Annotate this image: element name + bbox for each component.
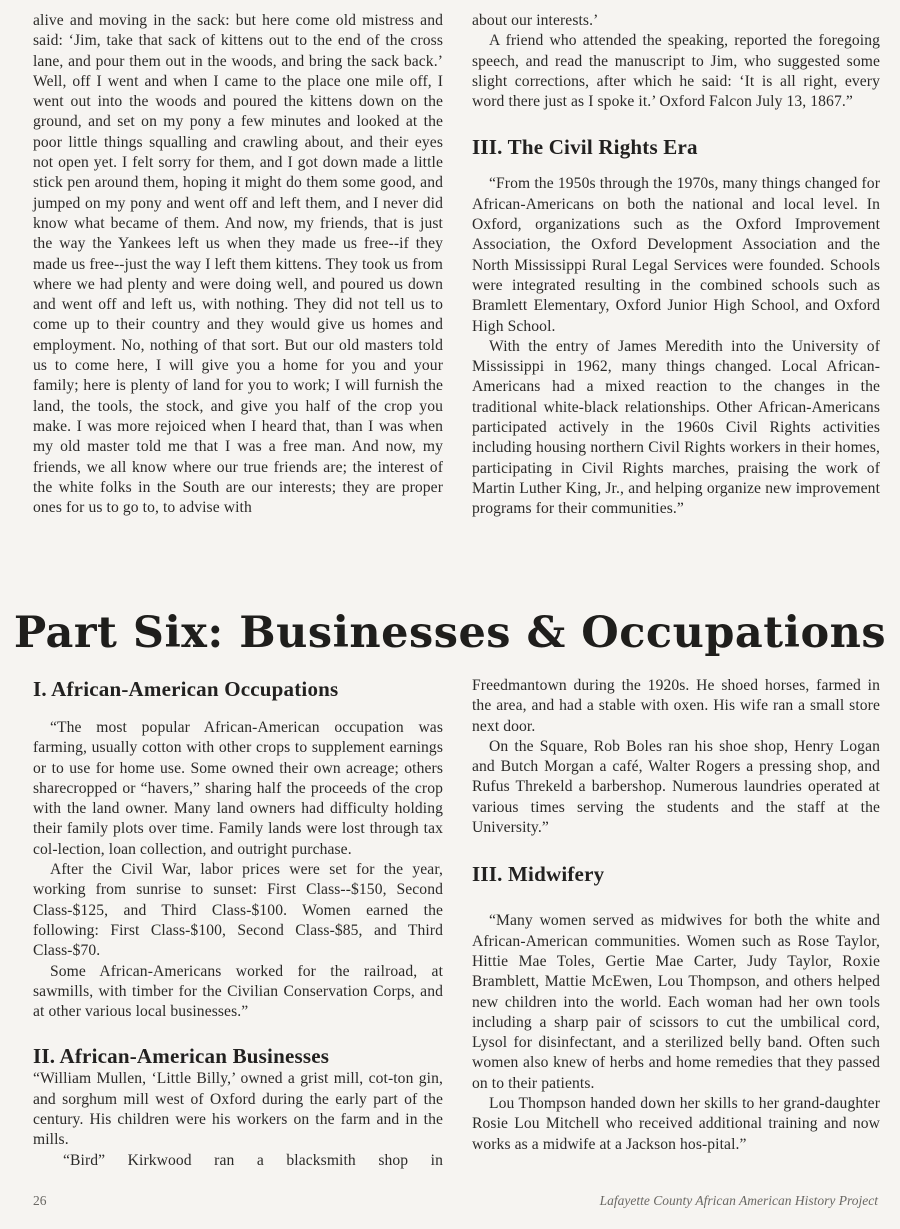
businesses-paragraph-1: “William Mullen, ‘Little Billy,’ owned a grist mill, cot-ton gin, and sorghum mill west of Oxford during the early part of the century. His children were his workers on the farm and in the mills.	[33, 1070, 443, 1149]
midwifery-heading: III. Midwifery	[472, 862, 605, 887]
top-right-column	[472, 11, 880, 520]
bottom-right-column	[472, 676, 880, 1155]
top-left-column	[33, 11, 443, 518]
businesses-paragraph-4: On the Square, Rob Boles ran his shoe shop, Henry Logan and Butch Morgan a café, Walter Rogers a pressing shop, and Rufus Threkeld a barbershop. Numerous laundries operated at various times serving the students and the staff at the University.”	[472, 737, 880, 837]
speech-end-paragraph: about our interests.’	[472, 12, 599, 29]
civil-rights-heading: III. The Civil Rights Era	[472, 135, 698, 160]
occupations-paragraph-3: Some African-Americans worked for the railroad, at sawmills, with timber for the Civilian Conservation Corps, and at other various local businesses.”	[33, 962, 443, 1021]
occupations-paragraph-2: After the Civil War, labor prices were set for the year, working from sunrise to sunset: First Class--$150, Second Class-$125, and Third Class-$100. Women earned the following: First Class-$100, Second Class-$85, and Third Class-$70.	[33, 861, 443, 960]
part-six-title: Part Six: Businesses & Occupations	[13, 608, 887, 658]
midwifery-paragraph-2: Lou Thompson handed down her skills to her grand-daughter Rosie Lou Mitchell who received additional training and now works as a midwife at a Jackson hos-pital.”	[472, 1095, 880, 1153]
occupations-paragraph-1: “The most popular African-American occupation was farming, usually cotton with other crops to supplement earnings or to use for home use. Some owned their own acreage; others sharecropped or “havers,” sharing half the proceeds of the crop with the land owner. Many land owners had difficulty holding their family plots over time. Family lands were lost through tax col-lection, loan collection, and outright purchase.	[33, 719, 443, 858]
businesses-heading: II. African-American Businesses	[33, 1044, 330, 1069]
businesses-paragraph-2: “Bird” Kirkwood ran a blacksmith shop in	[63, 1151, 443, 1169]
page-number: 26	[33, 1193, 47, 1208]
bottom-left-column	[33, 676, 443, 1171]
midwifery-paragraph-1: “Many women served as midwives for both the white and African-American communities. Women such as Rose Taylor, Hittie Mae Toles, Gertie Mae Carter, Judy Taylor, Roxie Bramblett, Mattie McEwen, Lou Thompson, and others helped new children into the world. Each woman had her own tools including a sharp pair of scissors to cut the umbilical cord, Lysol for disinfectant, and a sterilized belly band. Often such women also knew of herbs and home remedies that they passed on to their patients.	[472, 912, 880, 1092]
occupations-heading: I. African-American Occupations	[33, 677, 339, 701]
speech-continuation-paragraph: alive and moving in the sack: but here come old mistress and said: ‘Jim, take that sack of kittens out to the end of the cross lane, and pour them out in the woods, and bring the sack back.’ Well, off I went and when I came to the place one mile off, I went out into the woods and poured the kittens down on the ground, and set on my pony a few minutes and looked at the poor little things squalling and crawling about, and their eyes not open yet. I felt sorry for them, and I got down made a little stick pen around them, hoping it might do them some good, and jumped on my pony and went off and left them, and I never did know what became of them. And now, my friends, that is just the way the Yankees left us when they made us free--if they made us free--just the way I left them kittens. They took us from where we had plenty and were doing well, and poured us down and went off and left us, with nothing. They did not tell us to come up to their country and they would give us homes and employment. No, nothing of that sort. But our old masters told us to come here, I will give you a home for you and your family; here is plenty of land for you to work; I will furnish the land, the tools, the stock, and give you half of the crop you make. I was more rejoiced when I heard that, than I was when my old master told me that I was a free man. And now, my friends, we all know where our true friends are; the interest of the white folks in the South are our interests; they are proper ones for us to go to, to advise with	[33, 12, 443, 517]
civil-rights-paragraph-1: “From the 1950s through the 1970s, many things changed for African-Americans on both the national and local level. In Oxford, organizations such as the Oxford Improvement Association, the Oxford Development Association and the North Mississippi Rural Legal Services were founded. Schools were integrated resulting in the combined schools such as Bramlett Elementary, Oxford Junior High School, and Oxford High School.	[472, 175, 880, 335]
civil-rights-paragraph-2: With the entry of James Meredith into the University of Mississippi in 1962, many things changed. Local African-Americans had a mixed reaction to the changes in the traditional white-black relationships. Other African-Americans participated actively in the 1960s Civil Rights activities including housing northern Civil Rights workers in their homes, participating in Civil Rights marches, praising the work of Martin Luther King, Jr., and helping organize new improvement programs for their communities.”	[472, 337, 880, 518]
falcon-report-paragraph: A friend who attended the speaking, reported the foregoing speech, and read the manuscript to Jim, who suggested some slight corrections, after which he said: ‘It is all right, every word there just as I spoke it.’ Oxford Falcon July 13, 1867.”	[472, 32, 880, 111]
footer-project-title: Lafayette County African American History Project	[599, 1193, 878, 1208]
businesses-paragraph-3: Freedmantown during the 1920s. He shoed horses, farmed in the area, and had a stable with oxen. His wife ran a small store next door.	[472, 677, 880, 735]
